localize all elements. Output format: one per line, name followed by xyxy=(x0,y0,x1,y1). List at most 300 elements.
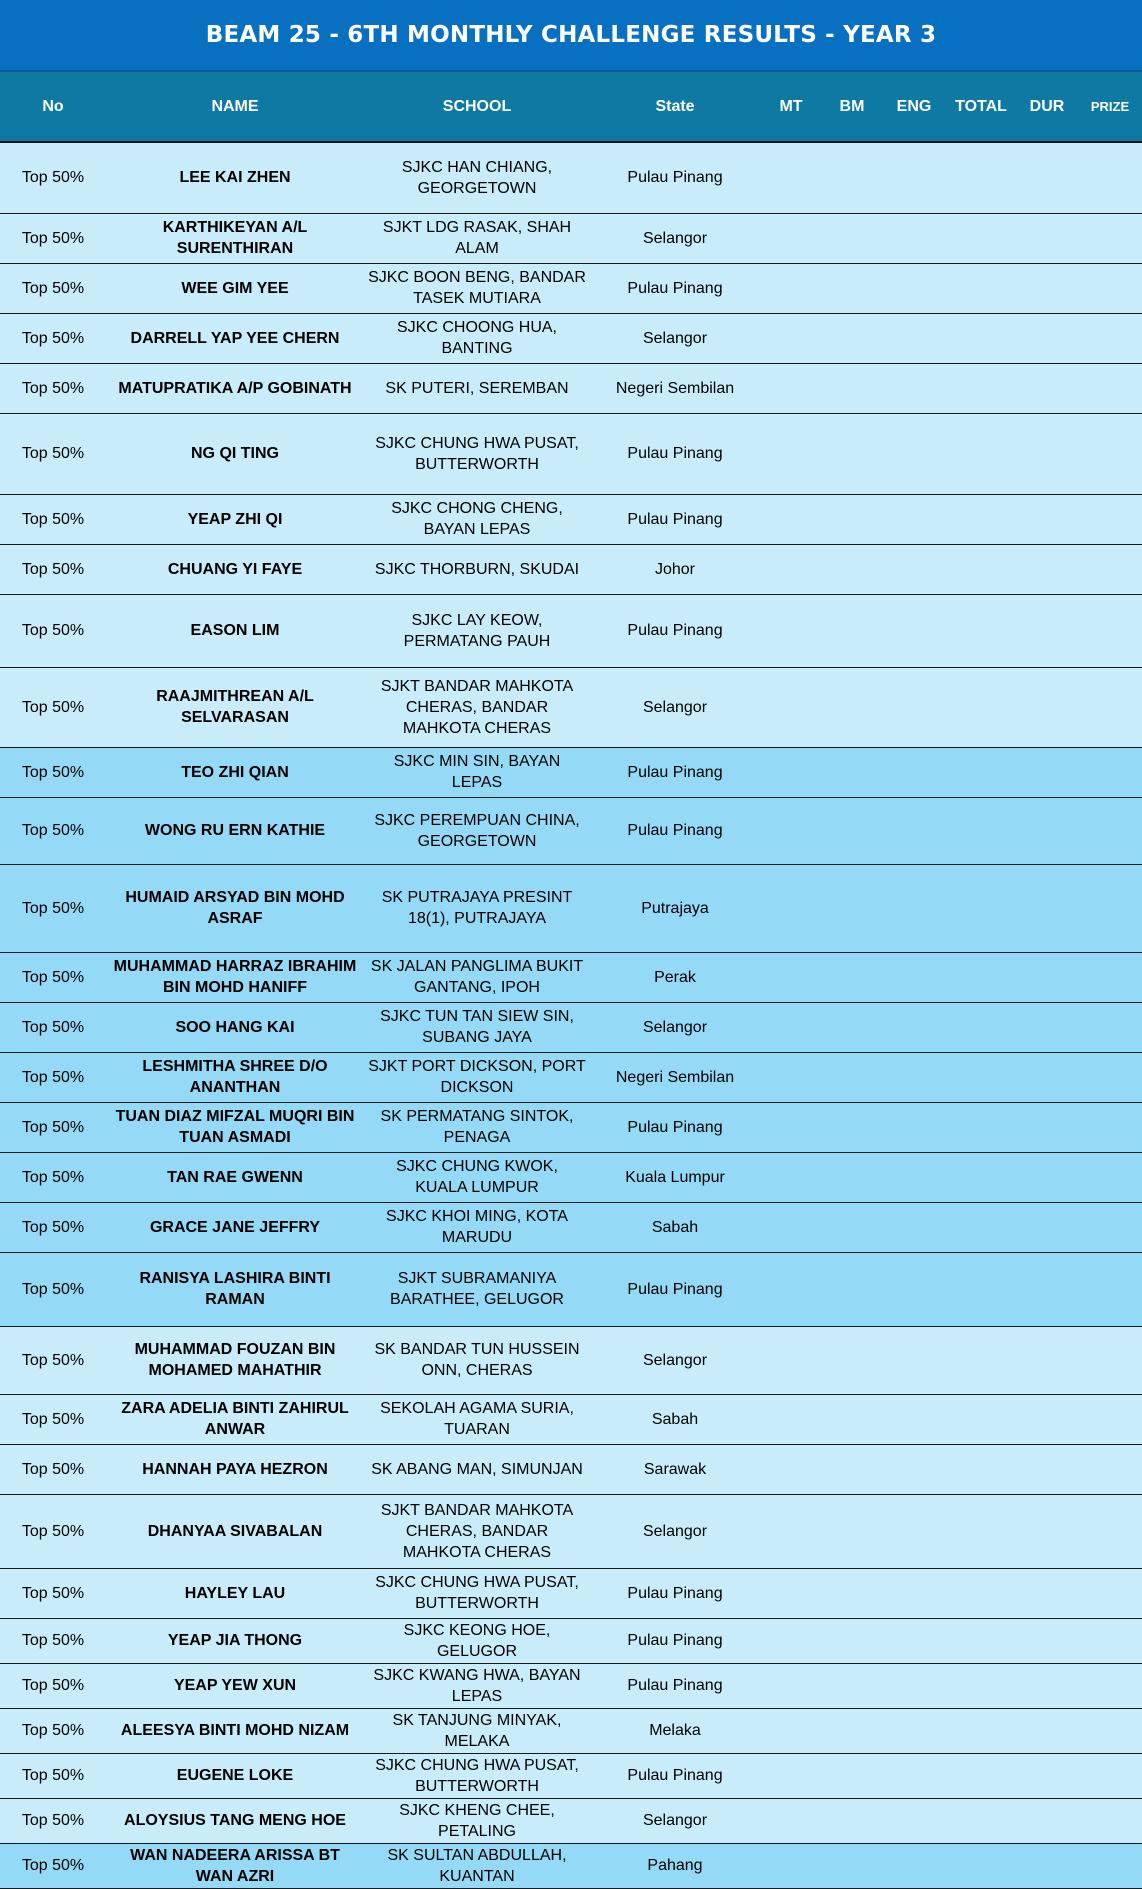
cell-school: SJKC CHUNG HWA PUSAT, BUTTERWORTH xyxy=(364,413,590,494)
cell-prize xyxy=(1078,1052,1142,1102)
cell-name: LESHMITHA SHREE D/O ANANTHAN xyxy=(106,1052,364,1102)
cell-no: Top 50% xyxy=(0,1102,106,1152)
cell-bm xyxy=(822,1002,882,1052)
cell-school: SJKC MIN SIN, BAYAN LEPAS xyxy=(364,747,590,797)
cell-name: CHUANG YI FAYE xyxy=(106,544,364,594)
cell-eng xyxy=(882,1798,946,1843)
cell-eng xyxy=(882,413,946,494)
cell-mt xyxy=(760,1708,822,1753)
cell-no: Top 50% xyxy=(0,413,106,494)
cell-total xyxy=(946,1663,1016,1708)
cell-no: Top 50% xyxy=(0,1708,106,1753)
cell-school: SJKC KWANG HWA, BAYAN LEPAS xyxy=(364,1663,590,1708)
cell-name: TUAN DIAZ MIFZAL MUQRI BIN TUAN ASMADI xyxy=(106,1102,364,1152)
cell-bm xyxy=(822,1202,882,1252)
cell-school: SK PUTERI, SEREMBAN xyxy=(364,363,590,413)
cell-eng xyxy=(882,1252,946,1326)
cell-total xyxy=(946,1202,1016,1252)
cell-bm xyxy=(822,1753,882,1798)
cell-prize xyxy=(1078,544,1142,594)
cell-school: SK ABANG MAN, SIMUNJAN xyxy=(364,1444,590,1494)
cell-prize xyxy=(1078,1798,1142,1843)
cell-prize xyxy=(1078,1618,1142,1663)
cell-prize xyxy=(1078,494,1142,544)
cell-bm xyxy=(822,1843,882,1888)
cell-total xyxy=(946,494,1016,544)
cell-total xyxy=(946,1568,1016,1618)
cell-dur xyxy=(1016,1843,1078,1888)
cell-state: Pulau Pinang xyxy=(590,747,760,797)
cell-state: Pulau Pinang xyxy=(590,494,760,544)
cell-school: SK SULTAN ABDULLAH, KUANTAN xyxy=(364,1843,590,1888)
cell-dur xyxy=(1016,797,1078,864)
cell-prize xyxy=(1078,952,1142,1002)
col-header-eng: ENG xyxy=(882,72,946,142)
table-row xyxy=(0,1394,1142,1444)
table-row xyxy=(0,1618,1142,1663)
cell-name: DARRELL YAP YEE CHERN xyxy=(106,313,364,363)
page-title: BEAM 25 - 6TH MONTHLY CHALLENGE RESULTS - YEAR 3 xyxy=(0,0,1142,72)
cell-total xyxy=(946,263,1016,313)
cell-mt xyxy=(760,1753,822,1798)
cell-mt xyxy=(760,1326,822,1394)
cell-total xyxy=(946,1102,1016,1152)
cell-no: Top 50% xyxy=(0,747,106,797)
cell-mt xyxy=(760,494,822,544)
table-row xyxy=(0,413,1142,494)
cell-prize xyxy=(1078,263,1142,313)
cell-prize xyxy=(1078,142,1142,213)
cell-dur xyxy=(1016,313,1078,363)
cell-total xyxy=(946,667,1016,747)
cell-no: Top 50% xyxy=(0,1753,106,1798)
cell-eng xyxy=(882,797,946,864)
cell-dur xyxy=(1016,494,1078,544)
cell-school: SJKC KEONG HOE, GELUGOR xyxy=(364,1618,590,1663)
cell-mt xyxy=(760,1663,822,1708)
cell-school: SJKT SUBRAMANIYA BARATHEE, GELUGOR xyxy=(364,1252,590,1326)
cell-no: Top 50% xyxy=(0,864,106,952)
cell-mt xyxy=(760,797,822,864)
cell-total xyxy=(946,1002,1016,1052)
cell-bm xyxy=(822,1798,882,1843)
cell-name: MUHAMMAD HARRAZ IBRAHIM BIN MOHD HANIFF xyxy=(106,952,364,1002)
cell-state: Sabah xyxy=(590,1202,760,1252)
cell-eng xyxy=(882,1663,946,1708)
cell-prize xyxy=(1078,1252,1142,1326)
table-row xyxy=(0,1798,1142,1843)
cell-mt xyxy=(760,1494,822,1568)
cell-name: GRACE JANE JEFFRY xyxy=(106,1202,364,1252)
cell-no: Top 50% xyxy=(0,1326,106,1394)
cell-total xyxy=(946,1152,1016,1202)
cell-total xyxy=(946,797,1016,864)
cell-school: SJKC LAY KEOW, PERMATANG PAUH xyxy=(364,594,590,667)
cell-school: SK JALAN PANGLIMA BUKIT GANTANG, IPOH xyxy=(364,952,590,1002)
cell-dur xyxy=(1016,413,1078,494)
cell-prize xyxy=(1078,1568,1142,1618)
cell-mt xyxy=(760,213,822,263)
cell-mt xyxy=(760,594,822,667)
cell-school: SJKT LDG RASAK, SHAH ALAM xyxy=(364,213,590,263)
cell-mt xyxy=(760,413,822,494)
cell-mt xyxy=(760,952,822,1002)
cell-bm xyxy=(822,952,882,1002)
cell-dur xyxy=(1016,667,1078,747)
cell-bm xyxy=(822,667,882,747)
table-row xyxy=(0,594,1142,667)
cell-total xyxy=(946,1753,1016,1798)
cell-school: SJKC CHOONG HUA, BANTING xyxy=(364,313,590,363)
cell-dur xyxy=(1016,1798,1078,1843)
cell-dur xyxy=(1016,1618,1078,1663)
cell-state: Pulau Pinang xyxy=(590,1568,760,1618)
cell-dur xyxy=(1016,747,1078,797)
cell-dur xyxy=(1016,142,1078,213)
cell-name: TAN RAE GWENN xyxy=(106,1152,364,1202)
cell-state: Negeri Sembilan xyxy=(590,1052,760,1102)
table-row xyxy=(0,363,1142,413)
cell-prize xyxy=(1078,1102,1142,1152)
cell-name: LEE KAI ZHEN xyxy=(106,142,364,213)
cell-state: Selangor xyxy=(590,213,760,263)
cell-total xyxy=(946,952,1016,1002)
cell-eng xyxy=(882,544,946,594)
cell-bm xyxy=(822,313,882,363)
cell-no: Top 50% xyxy=(0,952,106,1002)
cell-name: YEAP JIA THONG xyxy=(106,1618,364,1663)
cell-school: SJKC CHUNG HWA PUSAT, BUTTERWORTH xyxy=(364,1568,590,1618)
cell-dur xyxy=(1016,1444,1078,1494)
cell-bm xyxy=(822,1494,882,1568)
cell-state: Johor xyxy=(590,544,760,594)
cell-no: Top 50% xyxy=(0,142,106,213)
cell-total xyxy=(946,544,1016,594)
cell-no: Top 50% xyxy=(0,1444,106,1494)
table-row xyxy=(0,1102,1142,1152)
cell-prize xyxy=(1078,363,1142,413)
cell-no: Top 50% xyxy=(0,1052,106,1102)
cell-total xyxy=(946,1326,1016,1394)
cell-school: SJKC PEREMPUAN CHINA, GEORGETOWN xyxy=(364,797,590,864)
cell-state: Selangor xyxy=(590,1002,760,1052)
cell-mt xyxy=(760,667,822,747)
cell-dur xyxy=(1016,1568,1078,1618)
cell-eng xyxy=(882,363,946,413)
cell-name: SOO HANG KAI xyxy=(106,1002,364,1052)
cell-no: Top 50% xyxy=(0,544,106,594)
cell-bm xyxy=(822,363,882,413)
cell-mt xyxy=(760,1444,822,1494)
cell-name: WAN NADEERA ARISSA BT WAN AZRI xyxy=(106,1843,364,1888)
cell-school: SEKOLAH AGAMA SURIA, TUARAN xyxy=(364,1394,590,1444)
cell-prize xyxy=(1078,864,1142,952)
cell-eng xyxy=(882,1708,946,1753)
cell-prize xyxy=(1078,667,1142,747)
cell-no: Top 50% xyxy=(0,1663,106,1708)
cell-dur xyxy=(1016,1394,1078,1444)
cell-eng xyxy=(882,1152,946,1202)
cell-total xyxy=(946,1708,1016,1753)
cell-state: Negeri Sembilan xyxy=(590,363,760,413)
cell-school: SK TANJUNG MINYAK, MELAKA xyxy=(364,1708,590,1753)
cell-no: Top 50% xyxy=(0,797,106,864)
cell-total xyxy=(946,413,1016,494)
cell-state: Pulau Pinang xyxy=(590,142,760,213)
cell-eng xyxy=(882,952,946,1002)
table-row xyxy=(0,1052,1142,1102)
cell-mt xyxy=(760,864,822,952)
cell-eng xyxy=(882,1494,946,1568)
header-row xyxy=(0,72,1142,142)
cell-prize xyxy=(1078,1202,1142,1252)
cell-state: Selangor xyxy=(590,1494,760,1568)
cell-eng xyxy=(882,1618,946,1663)
cell-name: EASON LIM xyxy=(106,594,364,667)
cell-state: Selangor xyxy=(590,1326,760,1394)
cell-bm xyxy=(822,544,882,594)
cell-total xyxy=(946,142,1016,213)
cell-mt xyxy=(760,1798,822,1843)
cell-total xyxy=(946,313,1016,363)
cell-no: Top 50% xyxy=(0,313,106,363)
cell-bm xyxy=(822,797,882,864)
table-row xyxy=(0,142,1142,213)
cell-bm xyxy=(822,1568,882,1618)
table-row xyxy=(0,1326,1142,1394)
cell-state: Pulau Pinang xyxy=(590,1102,760,1152)
table-row xyxy=(0,1708,1142,1753)
cell-total xyxy=(946,1052,1016,1102)
cell-mt xyxy=(760,1394,822,1444)
cell-prize xyxy=(1078,1394,1142,1444)
cell-prize xyxy=(1078,1708,1142,1753)
cell-no: Top 50% xyxy=(0,1494,106,1568)
cell-state: Selangor xyxy=(590,313,760,363)
cell-state: Melaka xyxy=(590,1708,760,1753)
cell-prize xyxy=(1078,1326,1142,1394)
cell-bm xyxy=(822,864,882,952)
cell-dur xyxy=(1016,263,1078,313)
table-row xyxy=(0,1252,1142,1326)
cell-school: SJKC CHUNG KWOK, KUALA LUMPUR xyxy=(364,1152,590,1202)
cell-no: Top 50% xyxy=(0,1252,106,1326)
cell-mt xyxy=(760,263,822,313)
col-header-dur: DUR xyxy=(1016,72,1078,142)
cell-school: SK BANDAR TUN HUSSEIN ONN, CHERAS xyxy=(364,1326,590,1394)
cell-no: Top 50% xyxy=(0,213,106,263)
cell-dur xyxy=(1016,1252,1078,1326)
table-row xyxy=(0,263,1142,313)
cell-dur xyxy=(1016,1102,1078,1152)
cell-mt xyxy=(760,544,822,594)
table-row xyxy=(0,313,1142,363)
cell-bm xyxy=(822,1252,882,1326)
cell-bm xyxy=(822,1102,882,1152)
cell-school: SJKC CHONG CHENG, BAYAN LEPAS xyxy=(364,494,590,544)
cell-bm xyxy=(822,1708,882,1753)
cell-state: Pulau Pinang xyxy=(590,413,760,494)
cell-dur xyxy=(1016,544,1078,594)
cell-name: HAYLEY LAU xyxy=(106,1568,364,1618)
cell-eng xyxy=(882,142,946,213)
cell-total xyxy=(946,1444,1016,1494)
cell-dur xyxy=(1016,952,1078,1002)
results-body xyxy=(0,142,1142,1888)
col-header-mt: MT xyxy=(760,72,822,142)
table-row xyxy=(0,1202,1142,1252)
cell-school: SJKC HAN CHIANG, GEORGETOWN xyxy=(364,142,590,213)
cell-prize xyxy=(1078,594,1142,667)
cell-bm xyxy=(822,263,882,313)
cell-state: Pulau Pinang xyxy=(590,1663,760,1708)
cell-state: Pulau Pinang xyxy=(590,1753,760,1798)
table-row xyxy=(0,747,1142,797)
cell-school: SJKT BANDAR MAHKOTA CHERAS, BANDAR MAHKOTA CHERAS xyxy=(364,667,590,747)
cell-name: HANNAH PAYA HEZRON xyxy=(106,1444,364,1494)
cell-mt xyxy=(760,747,822,797)
cell-mt xyxy=(760,1152,822,1202)
cell-eng xyxy=(882,494,946,544)
cell-total xyxy=(946,1618,1016,1663)
cell-eng xyxy=(882,213,946,263)
table-row xyxy=(0,1843,1142,1888)
cell-eng xyxy=(882,1202,946,1252)
cell-eng xyxy=(882,1102,946,1152)
cell-prize xyxy=(1078,797,1142,864)
table-row xyxy=(0,1663,1142,1708)
cell-no: Top 50% xyxy=(0,363,106,413)
cell-state: Putrajaya xyxy=(590,864,760,952)
cell-school: SJKT BANDAR MAHKOTA CHERAS, BANDAR MAHKOTA CHERAS xyxy=(364,1494,590,1568)
cell-state: Pahang xyxy=(590,1843,760,1888)
cell-name: MUHAMMAD FOUZAN BIN MOHAMED MAHATHIR xyxy=(106,1326,364,1394)
cell-dur xyxy=(1016,1202,1078,1252)
cell-school: SJKC TUN TAN SIEW SIN, SUBANG JAYA xyxy=(364,1002,590,1052)
cell-state: Pulau Pinang xyxy=(590,1618,760,1663)
cell-no: Top 50% xyxy=(0,594,106,667)
cell-bm xyxy=(822,1444,882,1494)
cell-prize xyxy=(1078,747,1142,797)
cell-dur xyxy=(1016,1663,1078,1708)
cell-school: SK PUTRAJAYA PRESINT 18(1), PUTRAJAYA xyxy=(364,864,590,952)
cell-mt xyxy=(760,1618,822,1663)
cell-bm xyxy=(822,1152,882,1202)
cell-state: Perak xyxy=(590,952,760,1002)
table-row xyxy=(0,952,1142,1002)
cell-total xyxy=(946,864,1016,952)
cell-school: SK PERMATANG SINTOK, PENAGA xyxy=(364,1102,590,1152)
cell-name: RANISYA LASHIRA BINTI RAMAN xyxy=(106,1252,364,1326)
col-header-state: State xyxy=(590,72,760,142)
cell-school: SJKC KHENG CHEE, PETALING xyxy=(364,1798,590,1843)
cell-name: WONG RU ERN KATHIE xyxy=(106,797,364,864)
results-table xyxy=(0,72,1142,1889)
cell-school: SJKC BOON BENG, BANDAR TASEK MUTIARA xyxy=(364,263,590,313)
cell-name: TEO ZHI QIAN xyxy=(106,747,364,797)
col-header-school: SCHOOL xyxy=(364,72,590,142)
cell-bm xyxy=(822,213,882,263)
cell-prize xyxy=(1078,1002,1142,1052)
cell-prize xyxy=(1078,413,1142,494)
table-row xyxy=(0,544,1142,594)
col-header-prize: PRIZE xyxy=(1078,72,1142,142)
cell-eng xyxy=(882,1052,946,1102)
cell-total xyxy=(946,1798,1016,1843)
cell-state: Pulau Pinang xyxy=(590,797,760,864)
cell-dur xyxy=(1016,1708,1078,1753)
cell-no: Top 50% xyxy=(0,1002,106,1052)
cell-mt xyxy=(760,1843,822,1888)
cell-dur xyxy=(1016,1753,1078,1798)
table-row xyxy=(0,1444,1142,1494)
cell-school: SJKC THORBURN, SKUDAI xyxy=(364,544,590,594)
table-row xyxy=(0,797,1142,864)
cell-eng xyxy=(882,1568,946,1618)
table-row xyxy=(0,667,1142,747)
cell-no: Top 50% xyxy=(0,1152,106,1202)
cell-mt xyxy=(760,313,822,363)
cell-prize xyxy=(1078,1494,1142,1568)
cell-name: EUGENE LOKE xyxy=(106,1753,364,1798)
col-header-no: No xyxy=(0,72,106,142)
cell-name: WEE GIM YEE xyxy=(106,263,364,313)
table-row xyxy=(0,864,1142,952)
cell-mt xyxy=(760,142,822,213)
table-row xyxy=(0,494,1142,544)
cell-state: Pulau Pinang xyxy=(590,263,760,313)
cell-bm xyxy=(822,142,882,213)
cell-no: Top 50% xyxy=(0,1202,106,1252)
cell-total xyxy=(946,594,1016,667)
cell-dur xyxy=(1016,1494,1078,1568)
cell-bm xyxy=(822,494,882,544)
cell-state: Pulau Pinang xyxy=(590,1252,760,1326)
cell-mt xyxy=(760,363,822,413)
cell-state: Sabah xyxy=(590,1394,760,1444)
cell-dur xyxy=(1016,594,1078,667)
cell-bm xyxy=(822,594,882,667)
cell-mt xyxy=(760,1568,822,1618)
cell-eng xyxy=(882,747,946,797)
cell-bm xyxy=(822,413,882,494)
cell-prize xyxy=(1078,213,1142,263)
cell-name: YEAP YEW XUN xyxy=(106,1663,364,1708)
cell-mt xyxy=(760,1252,822,1326)
cell-school: SJKC CHUNG HWA PUSAT, BUTTERWORTH xyxy=(364,1753,590,1798)
cell-eng xyxy=(882,1444,946,1494)
table-row xyxy=(0,213,1142,263)
cell-eng xyxy=(882,1326,946,1394)
cell-no: Top 50% xyxy=(0,494,106,544)
cell-name: ZARA ADELIA BINTI ZAHIRUL ANWAR xyxy=(106,1394,364,1444)
cell-eng xyxy=(882,594,946,667)
cell-mt xyxy=(760,1052,822,1102)
table-row xyxy=(0,1568,1142,1618)
cell-dur xyxy=(1016,1152,1078,1202)
cell-school: SJKT PORT DICKSON, PORT DICKSON xyxy=(364,1052,590,1102)
cell-state: Sarawak xyxy=(590,1444,760,1494)
table-row xyxy=(0,1494,1142,1568)
table-row xyxy=(0,1152,1142,1202)
cell-mt xyxy=(760,1202,822,1252)
cell-prize xyxy=(1078,313,1142,363)
cell-school: SJKC KHOI MING, KOTA MARUDU xyxy=(364,1202,590,1252)
cell-bm xyxy=(822,1394,882,1444)
cell-bm xyxy=(822,1052,882,1102)
cell-prize xyxy=(1078,1753,1142,1798)
cell-prize xyxy=(1078,1843,1142,1888)
